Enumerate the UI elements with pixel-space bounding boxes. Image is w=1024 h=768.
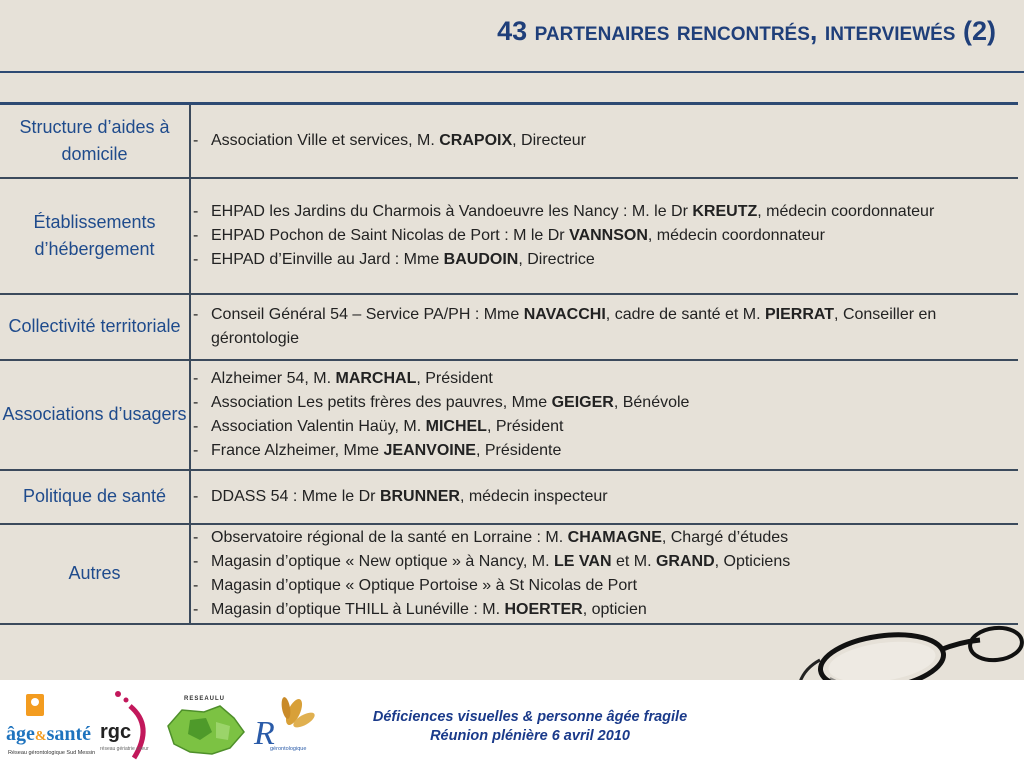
- svg-text:R: R: [254, 715, 275, 752]
- gerontologique-r-logo: [252, 694, 316, 758]
- partner-text: Association Valentin Haüy, M.: [211, 417, 426, 435]
- list-item: [191, 248, 1018, 272]
- partner-text: , Chargé d’études: [661, 528, 789, 546]
- list-item: [191, 391, 1018, 415]
- partner-list: [191, 303, 1018, 351]
- list-item: [191, 367, 1018, 391]
- title-number: 43: [497, 16, 528, 46]
- title-text: partenaires rencontrés, interviewés: [534, 16, 956, 46]
- reseaulu-map-logo: [160, 692, 250, 762]
- partner-text: Association Les petits frères des pauvres, Mme: [211, 393, 552, 411]
- category-cell: Autres: [0, 524, 190, 624]
- partner-text: , Présidente: [475, 441, 562, 459]
- partner-name: CRAPOIX: [439, 131, 513, 149]
- partner-name: BAUDOIN: [443, 250, 519, 268]
- partner-text: , médecin inspecteur: [459, 487, 608, 505]
- partners-cell: [190, 294, 1018, 360]
- list-item: [191, 598, 1018, 622]
- svg-text:réseau gériatrie coeur: réseau gériatrie coeur: [100, 746, 149, 752]
- partner-text: , cadre de santé et M.: [605, 305, 765, 323]
- partner-list: [191, 367, 1018, 463]
- partner-text: Magasin d’optique THILL à Lunéville : M.: [211, 600, 505, 618]
- partner-text: EHPAD les Jardins du Charmois à Vandoeuvre les Nancy : M. le Dr: [211, 202, 693, 220]
- partner-text: , médecin coordonnateur: [757, 202, 935, 220]
- table-row: [0, 104, 1018, 178]
- partners-cell: [190, 104, 1018, 178]
- list-item: [191, 574, 1018, 598]
- partner-text: Observatoire régional de la santé en Lorraine : M.: [211, 528, 568, 546]
- partners-table: [0, 102, 1018, 625]
- partner-name: VANNSON: [569, 226, 648, 244]
- rgc-logo: [96, 688, 156, 762]
- partner-text: , Directrice: [518, 250, 595, 268]
- partner-name: NAVACCHI: [523, 305, 606, 323]
- partner-text: EHPAD d’Einville au Jard : Mme: [211, 250, 444, 268]
- partner-text: , Conseiller en gérontologie: [211, 305, 937, 347]
- partner-list: [191, 485, 1018, 509]
- footer-caption: [330, 708, 730, 746]
- partner-text: DDASS 54 : Mme le Dr: [211, 487, 380, 505]
- age-sante-logo: [4, 692, 96, 760]
- list-item: [191, 224, 1018, 248]
- partner-text: , Directeur: [512, 131, 586, 149]
- svg-text:RESEAULU: RESEAULU: [184, 696, 226, 702]
- category-cell: Collectivité territoriale: [0, 294, 190, 360]
- list-item: [191, 485, 1018, 509]
- partner-name: CHAMAGNE: [567, 528, 662, 546]
- partner-name: GEIGER: [551, 393, 614, 411]
- category-cell: Associations d’usagers: [0, 360, 190, 470]
- partners-cell: [190, 178, 1018, 294]
- partner-text: Conseil Général 54 – Service PA/PH : Mme: [211, 305, 524, 323]
- partner-text: , médecin coordonnateur: [647, 226, 825, 244]
- svg-text:gérontologique: gérontologique: [270, 746, 307, 752]
- partner-text: Magasin d’optique « Optique Portoise » à St Nicolas de Port: [211, 576, 638, 594]
- table-row: [0, 294, 1018, 360]
- table-row: [0, 178, 1018, 294]
- title-suffix: (2): [963, 16, 996, 46]
- list-item: [191, 303, 1018, 351]
- list-item: [191, 415, 1018, 439]
- list-item: [191, 200, 1018, 224]
- partner-text: Magasin d’optique « New optique » à Nancy, M.: [211, 552, 555, 570]
- partner-list: [191, 526, 1018, 622]
- partner-name: PIERRAT: [765, 305, 835, 323]
- partner-text: EHPAD Pochon de Saint Nicolas de Port : M le Dr: [211, 226, 570, 244]
- partner-text: Alzheimer 54, M.: [211, 369, 336, 387]
- svg-text:Réseau gérontologique Sud Mess: Réseau gérontologique Sud Messin: [8, 750, 96, 756]
- table-row: [0, 524, 1018, 624]
- footer: [0, 680, 1024, 768]
- partner-name: JEANVOINE: [383, 441, 476, 459]
- svg-text:âge&santé: âge&santé: [6, 723, 92, 745]
- partner-list: [191, 200, 1018, 272]
- partner-text: , Président: [486, 417, 564, 435]
- partner-list: [191, 129, 1018, 153]
- partner-text: , Bénévole: [613, 393, 690, 411]
- partner-text: , opticien: [582, 600, 647, 618]
- category-cell: Politique de santé: [0, 470, 190, 524]
- table-row: [0, 470, 1018, 524]
- list-item: [191, 526, 1018, 550]
- footer-line-1: Déficiences visuelles & personne âgée fragile: [372, 709, 688, 725]
- partners-cell: [190, 524, 1018, 624]
- partner-name: MARCHAL: [335, 369, 417, 387]
- partners-cell: [190, 470, 1018, 524]
- partner-name: KREUTZ: [692, 202, 758, 220]
- category-cell: Établissements d’hébergement: [0, 178, 190, 294]
- partner-text: Association Ville et services, M.: [211, 131, 440, 149]
- table-row: [0, 360, 1018, 470]
- partner-text: France Alzheimer, Mme: [211, 441, 384, 459]
- partner-name: BRUNNER: [379, 487, 460, 505]
- category-cell: Structure d’aides à domicile: [0, 104, 190, 178]
- footer-line-2: Réunion plénière 6 avril 2010: [430, 728, 630, 744]
- list-item: [191, 129, 1018, 153]
- partner-name: GRAND: [655, 552, 715, 570]
- partner-name: MICHEL: [425, 417, 487, 435]
- partner-text: et M.: [611, 552, 656, 570]
- partner-name: LE VAN: [554, 552, 612, 570]
- partner-text: , Président: [416, 369, 493, 387]
- partner-text: , Opticiens: [714, 552, 791, 570]
- list-item: [191, 550, 1018, 574]
- page-title: [497, 16, 996, 47]
- partner-name: HOERTER: [504, 600, 583, 618]
- svg-text:rgc: rgc: [100, 721, 132, 743]
- list-item: [191, 439, 1018, 463]
- partners-cell: [190, 360, 1018, 470]
- title-divider: [0, 71, 1024, 73]
